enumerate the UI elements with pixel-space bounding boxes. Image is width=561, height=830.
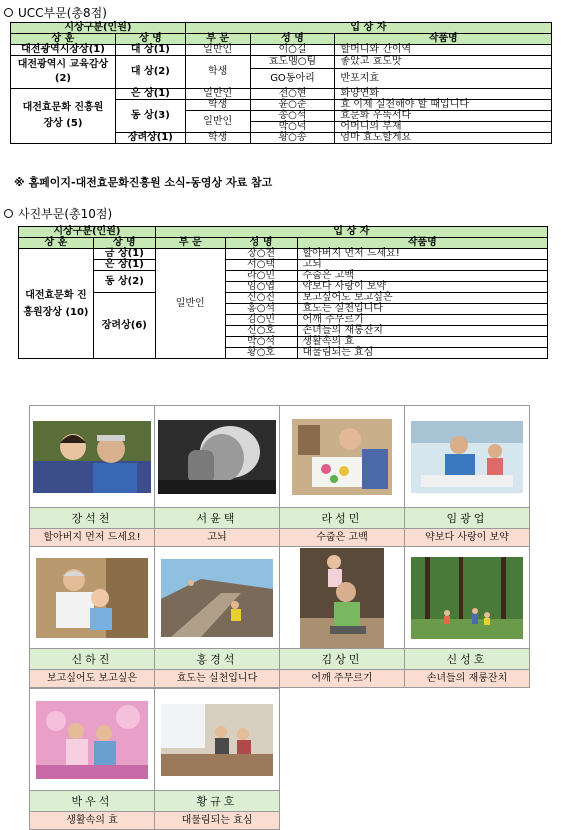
work-cell: 좋았고 효도맛 bbox=[335, 56, 552, 69]
header-winners: 입 상 자 bbox=[185, 23, 551, 34]
division-cell: 일반인 bbox=[185, 89, 250, 100]
header-award: 상 훈 bbox=[19, 238, 94, 249]
work-cell: 효 이제 실천해야 할 때입니다 bbox=[335, 100, 552, 111]
name-cell: 홍○석 bbox=[225, 304, 297, 315]
table-row bbox=[11, 56, 552, 69]
prize-cell: 금 상(1) bbox=[93, 249, 155, 260]
header-work: 작품명 bbox=[297, 238, 548, 249]
elderly-portrait-photo bbox=[158, 420, 276, 494]
name-cell: 라○민 bbox=[225, 271, 297, 282]
header-name: 성 명 bbox=[225, 238, 297, 249]
prize-cell: 은 상(1) bbox=[93, 260, 155, 271]
division-cell: 학생 bbox=[185, 56, 250, 89]
photographer-name: 신하진 bbox=[30, 649, 154, 670]
elderly-with-drawing-photo bbox=[292, 419, 392, 495]
header-name: 성 명 bbox=[250, 34, 335, 45]
work-cell: 어깨 주무르기 bbox=[297, 315, 548, 326]
award-cell: 대전효문화 진흥원장상 (10) bbox=[19, 249, 94, 359]
prize-cell: 대 상(1) bbox=[115, 45, 185, 56]
photo-heading-text: 사진부문(총10점) bbox=[18, 207, 113, 221]
division-cell: 일반인 bbox=[155, 249, 225, 359]
photo-thumbnail bbox=[405, 406, 529, 508]
work-cell: 반포지효 bbox=[335, 69, 552, 89]
photographer-name: 임광업 bbox=[405, 508, 529, 529]
gallery-item bbox=[279, 546, 405, 688]
name-cell: 전○현 bbox=[250, 89, 335, 100]
flower-field-photo bbox=[36, 701, 148, 779]
elderly-grandchild-photo bbox=[33, 421, 151, 493]
work-cell: 효문화 우뚝서다 bbox=[335, 111, 552, 122]
photo-thumbnail bbox=[405, 547, 529, 649]
work-cell: 화양연화 bbox=[335, 89, 552, 100]
header-prize: 상 명 bbox=[93, 238, 155, 249]
gallery-item bbox=[29, 546, 155, 688]
photo-title: 효도는 실천입니다 bbox=[155, 670, 279, 687]
photo-thumbnail bbox=[280, 547, 404, 649]
photo-title: 보고싶어도 보고싶은 bbox=[30, 670, 154, 687]
photographer-name: 박우석 bbox=[30, 791, 154, 812]
ucc-section-heading bbox=[4, 4, 107, 21]
gallery-item bbox=[279, 405, 405, 547]
photo-title: 생활속의 효 bbox=[30, 812, 154, 829]
photo-thumbnail bbox=[155, 689, 279, 791]
prize-cell: 장려상(6) bbox=[93, 293, 155, 359]
header-work: 작품명 bbox=[335, 34, 552, 45]
award-cell: 대전광역시장상(1) bbox=[11, 45, 116, 56]
gallery-item bbox=[154, 405, 280, 547]
name-cell: 박○석 bbox=[225, 337, 297, 348]
forest-family-photo bbox=[411, 557, 523, 639]
work-cell: 보고싶어도 보고싶은 bbox=[297, 293, 548, 304]
photo-title: 대물림되는 효심 bbox=[155, 812, 279, 829]
photo-thumbnail bbox=[30, 547, 154, 649]
work-cell: 고뇌 bbox=[297, 260, 548, 271]
photo-title: 어깨 주무르기 bbox=[280, 670, 404, 687]
gallery-item bbox=[154, 546, 280, 688]
photo-title: 고뇌 bbox=[155, 529, 279, 546]
work-cell: 할머니와 간이역 bbox=[335, 45, 552, 56]
photo-section-heading bbox=[4, 205, 112, 222]
gallery-item bbox=[29, 688, 155, 830]
name-cell: 박○덕 bbox=[250, 122, 335, 133]
table-row bbox=[19, 271, 548, 282]
gallery-item bbox=[154, 688, 280, 830]
name-cell: 황○송 bbox=[250, 133, 335, 144]
name-cell: 서○택 bbox=[225, 260, 297, 271]
prize-cell: 동 상(2) bbox=[93, 271, 155, 293]
gallery-item bbox=[29, 405, 155, 547]
award-cell: 대전효문화 진흥원장상 (5) bbox=[11, 89, 116, 144]
photo-thumbnail bbox=[155, 547, 279, 649]
division-cell: 일반인 bbox=[185, 45, 250, 56]
table-row bbox=[19, 260, 548, 271]
photographer-name: 황규호 bbox=[155, 791, 279, 812]
header-division: 부 문 bbox=[185, 34, 250, 45]
work-cell: 할아버지 먼저 드세요! bbox=[297, 249, 548, 260]
work-cell: 생활속의 효 bbox=[297, 337, 548, 348]
work-cell: 어머니의 부재 bbox=[335, 122, 552, 133]
photo-awards-table bbox=[18, 226, 548, 359]
header-category: 시상구분(인원) bbox=[19, 227, 156, 238]
prize-cell: 동 상(3) bbox=[115, 100, 185, 133]
photographer-name: 신성호 bbox=[405, 649, 529, 670]
division-cell: 학생 bbox=[185, 100, 250, 111]
photo-title: 손녀들의 재롱잔치 bbox=[405, 670, 529, 687]
header-prize: 상 명 bbox=[115, 34, 185, 45]
photographer-name: 장석천 bbox=[30, 508, 154, 529]
award-cell: 대전광역시 교육감상(2) bbox=[11, 56, 116, 89]
circle-bullet-icon bbox=[4, 209, 13, 218]
division-cell: 학생 bbox=[185, 133, 250, 144]
prize-cell: 은 상(1) bbox=[115, 89, 185, 100]
photo-gallery bbox=[29, 405, 531, 826]
photo-thumbnail bbox=[155, 406, 279, 508]
name-cell: 윤○준 bbox=[250, 100, 335, 111]
work-cell: 약보다 사랑이 보약 bbox=[297, 282, 548, 293]
work-cell: 대물림되는 효심 bbox=[297, 348, 548, 359]
gallery-item bbox=[404, 546, 530, 688]
name-cell: 임○엽 bbox=[225, 282, 297, 293]
name-cell: 황○호 bbox=[225, 348, 297, 359]
header-division: 부 문 bbox=[155, 238, 225, 249]
photo-thumbnail bbox=[30, 689, 154, 791]
header-category: 시상구분(인원) bbox=[11, 23, 186, 34]
work-cell: 엄마 효도할게요 bbox=[335, 133, 552, 144]
name-cell: 효도멤○팀 bbox=[250, 56, 335, 69]
work-cell: 효도는 실천입니다 bbox=[297, 304, 548, 315]
prize-cell: 장려상(1) bbox=[115, 133, 185, 144]
photographer-name: 김상민 bbox=[280, 649, 404, 670]
name-cell: GO동아리 bbox=[250, 69, 335, 89]
header-winners: 입 상 자 bbox=[155, 227, 547, 238]
photo-title: 할아버지 먼저 드세요! bbox=[30, 529, 154, 546]
ucc-heading-text: UCC부문(총8점) bbox=[18, 6, 107, 20]
photographer-name: 서윤택 bbox=[155, 508, 279, 529]
grandfather-baby-photo bbox=[36, 558, 148, 638]
header-award: 상 훈 bbox=[11, 34, 116, 45]
shoulder-massage-photo bbox=[300, 548, 384, 648]
photographer-name: 홍경석 bbox=[155, 649, 279, 670]
table-header-row bbox=[11, 23, 552, 34]
work-cell: 손녀들의 재롱잔치 bbox=[297, 326, 548, 337]
living-room-family-photo bbox=[161, 704, 273, 776]
name-cell: 신○호 bbox=[225, 326, 297, 337]
ucc-awards-table bbox=[10, 22, 552, 144]
table-header-row bbox=[19, 227, 548, 238]
table-header-row bbox=[11, 34, 552, 45]
name-cell: 김○민 bbox=[225, 315, 297, 326]
prize-cell: 대 상(2) bbox=[115, 56, 185, 89]
division-cell: 일반인 bbox=[185, 111, 250, 133]
reference-note: ※ 홈페이지-대전효문화진흥원 소식-동영상 자료 참고 bbox=[14, 176, 273, 189]
photographer-name: 라성민 bbox=[280, 508, 404, 529]
name-cell: 이○길 bbox=[250, 45, 335, 56]
stairs-climb-photo bbox=[161, 559, 273, 637]
circle-bullet-icon bbox=[4, 8, 13, 17]
table-row bbox=[11, 89, 552, 100]
table-header-row bbox=[19, 238, 548, 249]
gallery-item bbox=[404, 405, 530, 547]
table-row bbox=[11, 45, 552, 56]
elderly-in-hospital-photo bbox=[411, 421, 523, 493]
photo-thumbnail bbox=[280, 406, 404, 508]
photo-thumbnail bbox=[30, 406, 154, 508]
name-cell: 송○석 bbox=[250, 111, 335, 122]
name-cell: 신○진 bbox=[225, 293, 297, 304]
name-cell: 장○천 bbox=[225, 249, 297, 260]
work-cell: 수줍은 고백 bbox=[297, 271, 548, 282]
table-row bbox=[19, 293, 548, 304]
photo-title: 수줍은 고백 bbox=[280, 529, 404, 546]
photo-title: 약보다 사랑이 보약 bbox=[405, 529, 529, 546]
table-row bbox=[19, 249, 548, 260]
